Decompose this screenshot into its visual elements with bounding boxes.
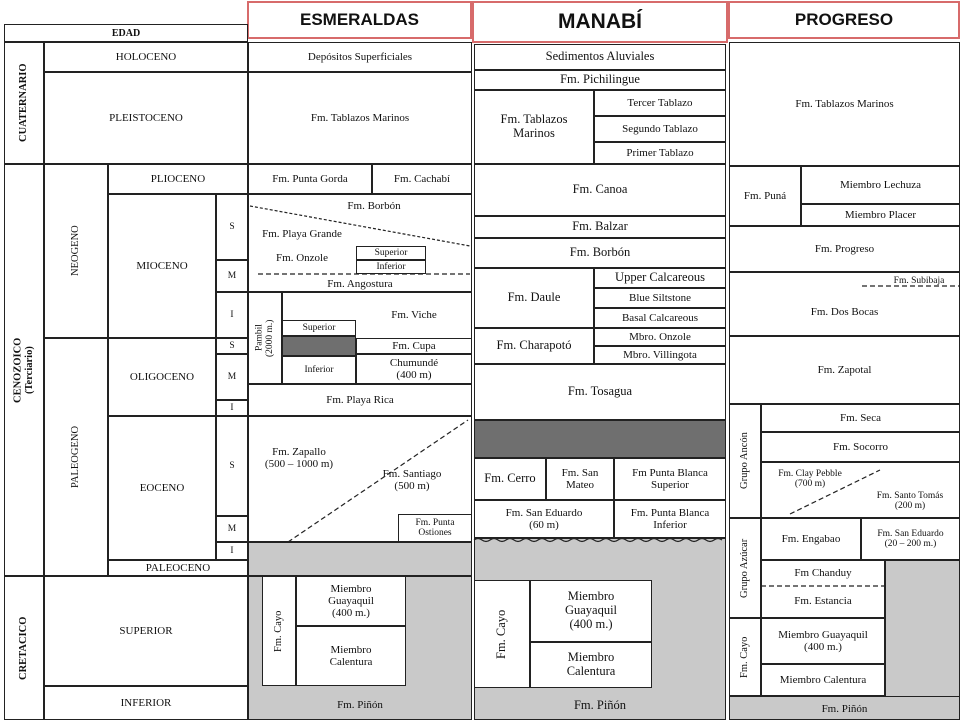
man-daule: Fm. Daule — [474, 268, 594, 328]
man-pichilingue: Fm. Pichilingue — [474, 70, 726, 90]
pro-engabao: Fm. Engabao — [761, 518, 861, 560]
esm-onzole: Fm. Onzole — [276, 251, 328, 264]
pro-placer: Miembro Placer — [801, 204, 960, 226]
edad-header: EDAD — [4, 24, 248, 42]
esm-depositos: Depósitos Superficiales — [248, 42, 472, 72]
man-san-eduardo: Fm. San Eduardo (60 m) — [474, 500, 614, 538]
pro-san-eduardo: Fm. San Eduardo (20 – 200 m.) — [861, 518, 960, 560]
man-cayo-label: Fm. Cayo — [494, 609, 509, 659]
sub-eoceno-s: S — [216, 416, 248, 516]
esm-pambil-gap — [282, 336, 356, 356]
pro-socorro: Fm. Socorro — [761, 432, 960, 462]
esm-punta-ostiones: Fm. Punta Ostiones — [398, 514, 472, 542]
header-manabi: MANABÍ — [472, 1, 728, 43]
sub-eoceno-m: M — [216, 516, 248, 542]
esm-onzole-superior: Superior — [356, 246, 426, 260]
pro-grupo-azucar-label: Grupo Azúcar — [739, 538, 751, 598]
epoch-mioceno: MIOCENO — [108, 194, 216, 338]
esm-zapallo: Fm. Zapallo (500 – 1000 m) — [264, 445, 334, 470]
esm-playa-grande: Fm. Playa Grande — [262, 227, 342, 240]
pro-seca: Fm. Seca — [761, 404, 960, 432]
era-cenozoico-label: CENOZOICO (Terciario) — [12, 337, 35, 403]
esm-guayaquil: Miembro Guayaquil (400 m.) — [296, 576, 406, 626]
man-aluviales: Sedimentos Aluviales — [474, 44, 726, 70]
esm-cachabi: Fm. Cachabí — [372, 164, 472, 194]
esm-cayo-label: Fm. Cayo — [273, 610, 285, 652]
epoch-inferior: INFERIOR — [44, 686, 248, 720]
esm-cupa: Fm. Cupa — [356, 338, 472, 354]
pro-grupo-ancon-label: Grupo Ancón — [739, 432, 751, 490]
epoch-eoceno: EOCENO — [108, 416, 216, 560]
header-esmeraldas: ESMERALDAS — [247, 1, 472, 39]
man-upper-calcareous: Upper Calcareous — [594, 268, 726, 288]
esm-tablazos: Fm. Tablazos Marinos — [248, 72, 472, 164]
pro-zapotal: Fm. Zapotal — [729, 336, 960, 404]
man-hiatus-dark — [474, 420, 726, 458]
sub-mioceno-s: S — [216, 194, 248, 260]
esm-chumunde: Chumundé (400 m) — [356, 354, 472, 384]
man-punta-blanca-inf: Fm. Punta Blanca Inferior — [614, 500, 726, 538]
pro-estancia: Fm. Estancia — [794, 594, 852, 607]
pro-dos-bocas: Fm. Dos Bocas — [810, 305, 879, 318]
epoch-plioceno: PLIOCENO — [108, 164, 248, 194]
man-guayaquil: Miembro Guayaquil (400 m.) — [530, 580, 652, 642]
man-cerro: Fm. Cerro — [474, 458, 546, 500]
era-cretacico-label: CRETACICO — [18, 616, 30, 680]
man-calentura: Miembro Calentura — [530, 642, 652, 688]
man-borbon: Fm. Borbón — [474, 238, 726, 268]
man-pinon: Fm. Piñón — [573, 698, 627, 713]
man-charapoto: Fm. Charapotó — [474, 328, 594, 364]
man-canoa: Fm. Canoa — [474, 164, 726, 216]
man-segundo-tablazo: Segundo Tablazo — [594, 116, 726, 142]
sub-mioceno-i: I — [216, 292, 248, 338]
pro-chanduy: Fm Chanduy — [794, 566, 852, 579]
sub-oligoceno-s: S — [216, 338, 248, 354]
man-san-mateo: Fm. San Mateo — [546, 458, 614, 500]
pro-progreso: Fm. Progreso — [729, 226, 960, 272]
man-primer-tablazo: Primer Tablazo — [594, 142, 726, 164]
pro-pinon: Fm. Piñón — [821, 702, 868, 715]
pro-lechuza: Miembro Lechuza — [801, 166, 960, 204]
man-tablazos: Fm. Tablazos Marinos — [474, 90, 594, 164]
man-mbro-onzole: Mbro. Onzole — [594, 328, 726, 346]
man-basal-calcareous: Basal Calcareous — [594, 308, 726, 328]
esm-onzole-inferior: Inferior — [356, 260, 426, 274]
esm-pinon: Fm. Piñón — [337, 698, 383, 711]
pro-tablazos: Fm. Tablazos Marinos — [729, 42, 960, 166]
epoch-oligoceno: OLIGOCENO — [108, 338, 216, 416]
esm-viche: Fm. Viche — [391, 308, 437, 321]
pro-clay-pebble: Fm. Clay Pebble (700 m) — [778, 468, 842, 489]
sub-mioceno-m: M — [216, 260, 248, 292]
epoch-pleistoceno: PLEISTOCENO — [44, 72, 248, 164]
man-blue-siltstone: Blue Siltstone — [594, 288, 726, 308]
epoch-holoceno: HOLOCENO — [44, 42, 248, 72]
esm-angostura: Fm. Angostura — [327, 277, 393, 290]
epoch-superior: SUPERIOR — [44, 576, 248, 686]
esm-pambil-superior: Superior — [282, 320, 356, 336]
esm-pambil-inferior: Inferior — [282, 356, 356, 384]
pro-santo-tomas: Fm. Santo Tomás (200 m) — [876, 490, 944, 511]
esm-santiago: Fm. Santiago (500 m) — [382, 467, 442, 492]
man-mbro-villingota: Mbro. Villingota — [594, 346, 726, 364]
era-cuaternario-label: CUATERNARIO — [18, 63, 30, 143]
man-balzar: Fm. Balzar — [474, 216, 726, 238]
period-neogeno-label: NEOGENO — [70, 225, 82, 277]
esm-borbon: Fm. Borbón — [347, 199, 401, 212]
period-paleogeno-label: PALEOGENO — [70, 425, 82, 489]
pro-subibaja: Fm. Subibaja — [893, 275, 945, 286]
pro-calentura: Miembro Calentura — [761, 664, 885, 696]
esm-gray-paleoceno — [248, 542, 472, 576]
header-progreso: PROGRESO — [728, 1, 960, 39]
esm-playa-rica: Fm. Playa Rica — [248, 384, 472, 416]
esm-calentura: Miembro Calentura — [296, 626, 406, 686]
man-tercer-tablazo: Tercer Tablazo — [594, 90, 726, 116]
man-punta-blanca-sup: Fm Punta Blanca Superior — [614, 458, 726, 500]
esm-pambil-label: Pambil (2000 m.) — [254, 319, 275, 357]
sub-oligoceno-i: I — [216, 400, 248, 416]
sub-oligoceno-m: M — [216, 354, 248, 400]
epoch-paleoceno: PALEOCENO — [108, 560, 248, 576]
sub-eoceno-i: I — [216, 542, 248, 560]
man-tosagua: Fm. Tosagua — [474, 364, 726, 420]
esm-punta-gorda: Fm. Punta Gorda — [248, 164, 372, 194]
pro-guayaquil: Miembro Guayaquil (400 m.) — [761, 618, 885, 664]
pro-cayo-label: Fm. Cayo — [739, 636, 751, 678]
pro-puna: Fm. Puná — [729, 166, 801, 226]
